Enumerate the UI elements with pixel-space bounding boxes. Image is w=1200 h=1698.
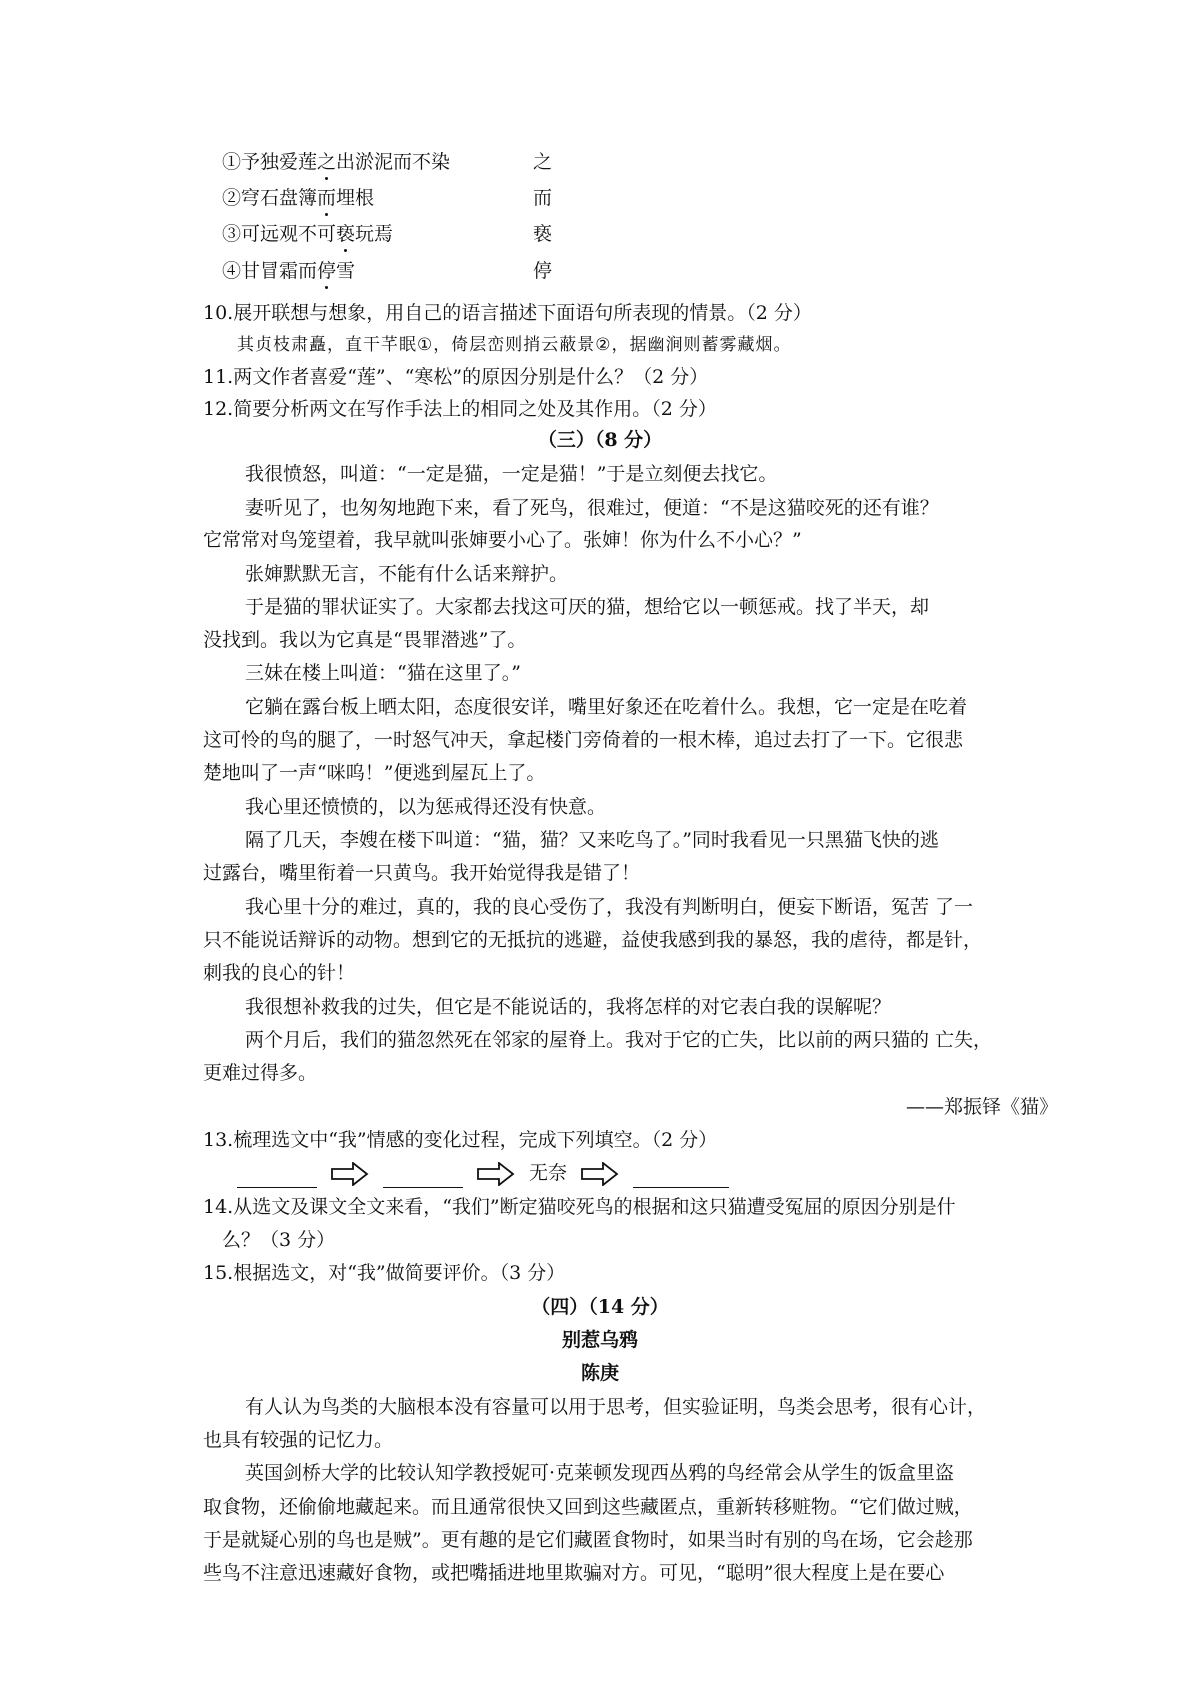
passage-line: 这可怜的鸟的腿了，一时怒气冲天，拿起楼门旁倚着的一根木棒，追过去打了一下。它很悲 — [203, 729, 964, 751]
passage-line: 张婶默默无言，不能有什么话来辩护。 — [245, 563, 569, 585]
arrow-right-icon — [477, 1162, 515, 1186]
word-item-text: 雪 — [336, 260, 356, 282]
emotion-word: 无奈 — [529, 1162, 568, 1184]
passage-line: 刺我的良心的针！ — [203, 962, 356, 984]
passage-line: 没找到。我以为它真是“畏罪潜逃”了。 — [203, 629, 527, 651]
section-title: （四）（14 分） — [531, 1296, 669, 1318]
passage-line: 我心里十分的难过，真的，我的良心受伤了，我没有判断明白，便妄下断语，冤苦 了一 — [245, 896, 974, 918]
passage-line: 楚地叫了一声“咪呜！”便逃到屋瓦上了。 — [203, 762, 546, 784]
section-title: （三）（8 分） — [537, 429, 663, 451]
answer-blank-3[interactable] — [633, 1165, 729, 1188]
dotted-char: 之 — [317, 147, 336, 177]
word-item-text: ①予独爱莲 — [222, 151, 318, 173]
passage-source: ——郑振铎《猫》 — [905, 1096, 1058, 1118]
passage-line: 两个月后，我们的猫忽然死在邻家的屋脊上。我对于它的亡失，比以前的两只猫的 亡失， — [245, 1029, 993, 1051]
question-13: 13.梳理选文中“我”情感的变化过程，完成下列填空。（2 分） — [203, 1129, 718, 1151]
word-item-text: 埋根 — [336, 187, 375, 209]
passage-line: 我心里还愤愤的，以为惩戒得还没有快意。 — [245, 796, 607, 818]
question-10: 10.展开联想与想象，用自己的语言描述下面语句所表现的情景。（2 分） — [203, 302, 812, 324]
passage-line: 过露台，嘴里衔着一只黄鸟。我开始觉得我是错了！ — [203, 862, 641, 884]
word-item-text: 玩焉 — [355, 223, 394, 245]
passage-line: 我很想补救我的过失，但它是不能说话的，我将怎样的对它表白我的误解呢？ — [245, 996, 892, 1018]
passage-line: 些鸟不注意迅速藏好食物，或把嘴插进地里欺骗对方。可见，“聪明”很大程度上是在要心 — [203, 1562, 945, 1584]
word-item-text: ③可远观不可 — [222, 223, 337, 245]
word-item-text: ④甘冒霜而 — [222, 260, 318, 282]
arrow-right-icon — [331, 1162, 369, 1186]
passage-line: 于是就疑心别的鸟也是贼”。更有趣的是它们藏匿食物时，如果当时有别的鸟在场，它会趁那 — [203, 1529, 973, 1551]
word-item-text: 出淤泥而不染 — [336, 151, 451, 173]
question-10-quote: 其贞枝肃矗，直干芊眠①，倚层峦则捎云蔽景②，据幽涧则蓄雾藏烟。 — [237, 335, 792, 355]
passage-line: 取食物，还偷偷地藏起来。而且通常很快又回到这些藏匿点，重新转移赃物。“它们做过贼， — [203, 1496, 973, 1518]
word-item-4 — [222, 256, 355, 286]
word-answer-1: 之 — [533, 151, 553, 173]
passage-line: 我很愤怒，叫道：“一定是猫，一定是猫！”于是立刻便去找它。 — [245, 463, 778, 485]
passage-line: 它常常对鸟笼望着，我早就叫张婶要小心了。张婶！你为什么不小心？” — [203, 529, 802, 551]
arrow-right-icon — [581, 1162, 619, 1186]
passage-line: 也具有较强的记忆力。 — [203, 1429, 394, 1451]
answer-blank-2[interactable] — [383, 1165, 463, 1188]
question-11: 11.两文作者喜爱“莲”、“寒松”的原因分别是什么？（2 分） — [203, 366, 709, 388]
word-item-3 — [222, 219, 393, 249]
word-answer-2: 而 — [533, 187, 553, 209]
passage-line: 更难过得多。 — [203, 1062, 318, 1084]
dotted-char: 亵 — [336, 219, 355, 249]
dotted-char: 停 — [317, 256, 336, 286]
passage-line: 英国剑桥大学的比较认知学教授妮可·克莱顿发现西丛鸦的鸟经常会从学生的饭盒里盗 — [245, 1462, 955, 1484]
word-item-text: ②穹石盘簿 — [222, 187, 318, 209]
question-15: 15.根据选文，对“我”做简要评价。（3 分） — [203, 1262, 566, 1284]
passage-line: 只不能说话辩诉的动物。想到它的无抵抗的逃避，益使我感到我的暴怒，我的虐待，都是针， — [203, 929, 983, 951]
word-answer-3: 亵 — [533, 223, 553, 245]
article-title: 别惹乌鸦 — [561, 1329, 638, 1351]
question-12: 12.简要分析两文在写作手法上的相同之处及其作用。（2 分） — [203, 398, 717, 420]
word-item-2 — [222, 183, 374, 213]
question-14-cont: 么？（3 分） — [222, 1229, 336, 1251]
article-author: 陈庚 — [580, 1362, 619, 1384]
passage-line: 它躺在露台板上晒太阳，态度很安详，嘴里好象还在吃着什么。我想，它一定是在吃着 — [245, 696, 968, 718]
passage-line: 三妹在楼上叫道：“猫在这里了。” — [245, 662, 521, 684]
word-answer-4: 停 — [533, 260, 553, 282]
question-14: 14.从选文及课文全文来看，“我们”断定猫咬死鸟的根据和这只猫遭受冤屈的原因分别是什 — [203, 1196, 956, 1218]
passage-line: 于是猫的罪状证实了。大家都去找这可厌的猫，想给它以一顿惩戒。找了半天，却 — [245, 596, 930, 618]
passage-line: 有人认为鸟类的大脑根本没有容量可以用于思考，但实验证明，鸟类会思考，很有心计， — [245, 1396, 987, 1418]
dotted-char: 而 — [317, 183, 336, 213]
emotion-chain — [237, 1158, 729, 1188]
answer-blank-1[interactable] — [237, 1165, 317, 1188]
word-item-1 — [222, 147, 450, 177]
passage-line: 妻听见了，也匆匆地跑下来，看了死鸟，很难过，便道：“不是这猫咬死的还有谁？ — [245, 497, 939, 519]
passage-line: 隔了几天，李嫂在楼下叫道：“猫，猫？又来吃鸟了。”同时我看见一只黑猫飞快的逃 — [245, 829, 939, 851]
